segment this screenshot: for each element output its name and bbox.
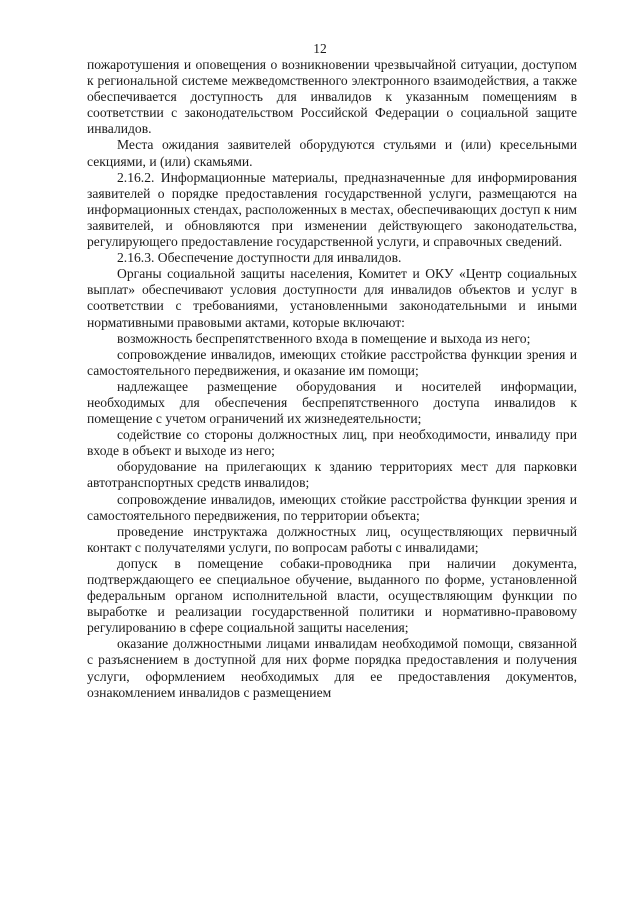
- paragraph-2-16-3-heading: 2.16.3. Обеспечение доступности для инвалидов.: [117, 250, 402, 266]
- page-number: 12: [313, 41, 327, 56]
- list-item-official-assistance: содействие со стороны должностных лиц, при необходимости, инвалиду при входе в объект и выходе из него;: [87, 427, 577, 459]
- list-item-equipment-placement: надлежащее размещение оборудования и носителей информации, необходимых для обеспечения беспрепятственного доступа инвалидов к помещение с учетом ограничений их жизнедеятельности;: [87, 378, 577, 427]
- paragraph-2-16-2: 2.16.2. Информационные материалы, предназначенные для информирования заявителей о порядке предоставления государственной услуги, размещаются на информационных стендах, расположенных в местах, обеспечивающих доступ к ним заявителей, и обновляются при изменении действующего законодательства, регулирующего предоставление государственной услуги, и справочных сведений.: [87, 169, 577, 250]
- list-item-guide-dog: допуск в помещение собаки-проводника при наличии документа, подтверждающего ее специальное обучение, выданного по форме, установленной федеральным органом исполнительной власти, осуществляющим функции по выработке и реализации государственной политики и нормативно-правовому регулированию в сфере социальной защиты населения;: [87, 555, 577, 636]
- list-item-staff-briefing: проведение инструктажа должностных лиц, осуществляющих первичный контакт с получателями услуги, по вопросам работы с инвалидами;: [87, 523, 577, 555]
- list-item-explanation-help: оказание должностными лицами инвалидам необходимой помощи, связанной с разъяснением в доступной для них форме порядка предоставления и получения услуги, оформлением необходимых для ее предоставления документов, ознакомлением инвалидов с размещением: [87, 636, 577, 700]
- document-body: [87, 57, 577, 701]
- list-item-escort-assistance: сопровождение инвалидов, имеющих стойкие расстройства функции зрения и самостоятельного передвижения, и оказание им помощи;: [87, 346, 577, 378]
- paragraph-accessibility-intro: Органы социальной защиты населения, Комитет и ОКУ «Центр социальных выплат» обеспечивают условия доступности для инвалидов объектов и услуг в соответствии с требованиями, установленными законодательными и иными нормативными правовыми актами, которые включают:: [87, 266, 577, 330]
- list-item-escort-territory: сопровождение инвалидов, имеющих стойкие расстройства функции зрения и самостоятельного передвижения, по территории объекта;: [87, 491, 577, 523]
- paragraph-continuation: пожаротушения и оповещения о возникновении чрезвычайной ситуации, доступом к региональной системе межведомственного электронного взаимодействия, а также обеспечивается доступность для инвалидов к указанным помещениям в соответствии с законодательством Российской Федерации о социальной защите инвалидов.: [87, 57, 577, 137]
- paragraph-waiting-places: Места ожидания заявителей оборудуются стульями и (или) кресельными секциями, и (или) скамьями.: [87, 137, 577, 169]
- list-item-parking: оборудование на прилегающих к зданию территориях мест для парковки автотранспортных средств инвалидов;: [87, 459, 577, 491]
- list-item-entry-exit: возможность беспрепятственного входа в помещение и выхода из него;: [117, 330, 531, 346]
